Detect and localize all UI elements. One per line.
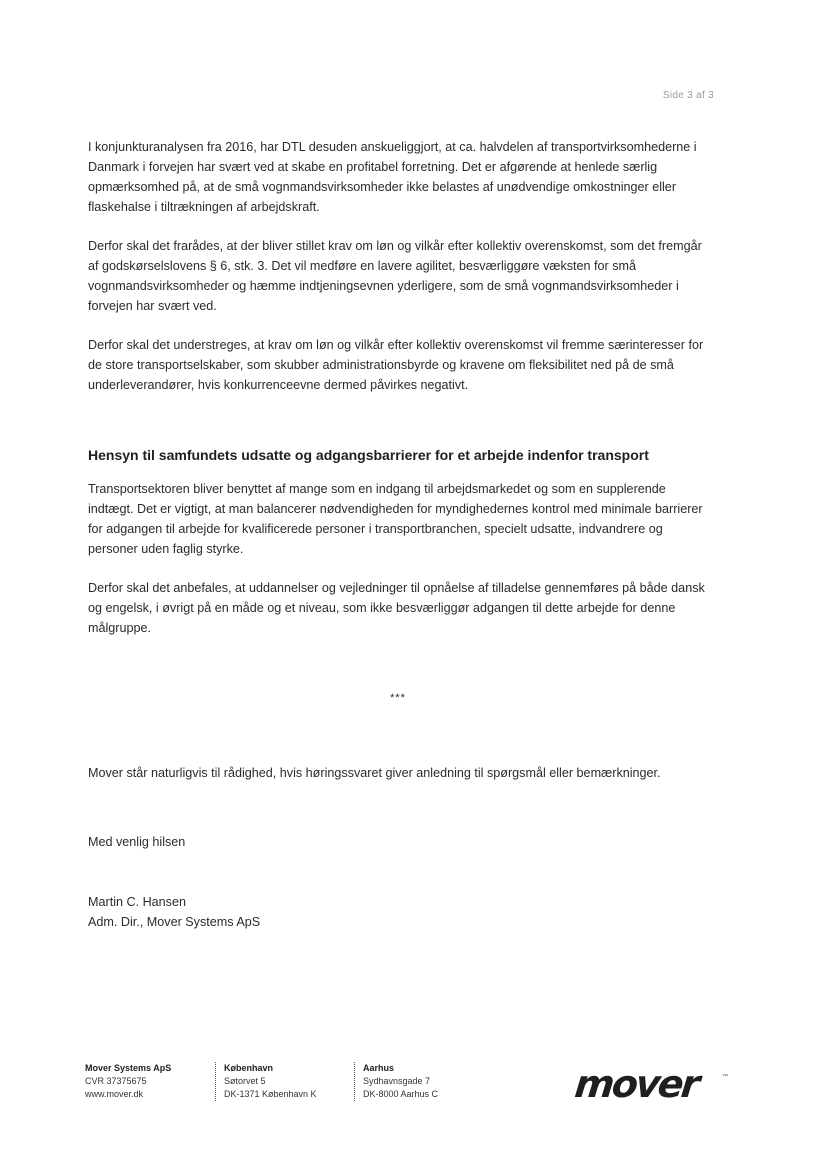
- paragraph-anbefaling: Derfor skal det anbefales, at uddannelser og vejledninger til opnåelse af tilladelse gennemføres på både dansk og engelsk, i øvrigt på en måde og et niveau, som ikke besværliggør adgangen til dette arbejde for denne målgruppe.: [88, 581, 705, 635]
- footer-cvr: CVR 37375675: [85, 1076, 147, 1086]
- paragraph-konjunkturanalyse: I konjunkturanalysen fra 2016, har DTL desuden anskueliggjort, at ca. halvdelen af transportvirksomhederne i Danmark i forvejen har svært ved at skabe en profitabel forretning. Det er afgørende at henlede særlig opmærksomhed på, at de små vognmandsvirksomheder ikke belastes af unødvendige omkostninger eller flaskehalse i tiltrækningen af arbejdskraft.: [88, 140, 697, 214]
- footer-copenhagen-city: DK-1371 København K: [224, 1089, 317, 1099]
- footer-website-link[interactable]: www.mover.dk: [85, 1089, 144, 1099]
- letter-body: [88, 137, 712, 932]
- footer-copenhagen-title: København: [224, 1063, 274, 1073]
- signature-block: [88, 892, 712, 932]
- trademark-icon: ™: [722, 1074, 728, 1080]
- footer-company-name: Mover Systems ApS: [85, 1063, 172, 1073]
- footer-copenhagen-address: [215, 1062, 317, 1101]
- footer-aarhus-city: DK-8000 Aarhus C: [363, 1089, 439, 1099]
- page-footer: [85, 1062, 735, 1112]
- greeting: Med venlig hilsen: [88, 835, 186, 849]
- page-number: Side 3 af 3: [662, 90, 714, 101]
- section-heading: Hensyn til samfundets udsatte og adgangsbarrierer for et arbejde indenfor transport: [88, 447, 649, 463]
- footer-aarhus-street: Sydhavnsgade 7: [363, 1076, 431, 1086]
- section-separator: ***: [390, 692, 406, 704]
- closing-statement: Mover står naturligvis til rådighed, hvis høringssvaret giver anledning til spørgsmål eller bemærkninger.: [88, 766, 661, 780]
- paragraph-understregning: Derfor skal det understreges, at krav om løn og vilkår efter kollektiv overenskomst vil fremme særinteresser for de store transportselskaber, som skubber administrationsbyrde og kravene om fleksibilitet ned på de små underleverandører, hvis konkurrenceevne dermed påvirkes negativt.: [88, 338, 704, 392]
- footer-copenhagen-street: Søtorvet 5: [224, 1076, 266, 1086]
- signature-title: Adm. Dir., Mover Systems ApS: [88, 915, 261, 929]
- footer-company: [85, 1062, 171, 1101]
- footer-aarhus-title: Aarhus: [363, 1063, 395, 1073]
- mover-logo: mover: [572, 1062, 700, 1106]
- paragraph-fraraadning: Derfor skal det frarådes, at der bliver stillet krav om løn og vilkår efter kollektiv overenskomst, som det fremgår af godskørselslovens § 6, stk. 3. Det vil medføre en lavere agilitet, besværliggøre væksten for små vognmandsvirksomheder og hæmme indtjeningsevnen yderligere, som de små vognmandsvirksomheder i forvejen har svært ved.: [88, 239, 702, 313]
- paragraph-transportsektoren: Transportsektoren bliver benyttet af mange som en indgang til arbejdsmarkedet og som en supplerende indtægt. Det er vigtigt, at man balancerer nødvendigheden for myndighedernes kontrol med minimale barrierer for adgangen til arbejde for kvalificerede personer i transportbranchen, specielt udsatte, indvandrere og personer uden faglig styrke.: [88, 482, 703, 556]
- signature-name: Martin C. Hansen: [88, 895, 186, 909]
- footer-aarhus-address: [354, 1062, 438, 1101]
